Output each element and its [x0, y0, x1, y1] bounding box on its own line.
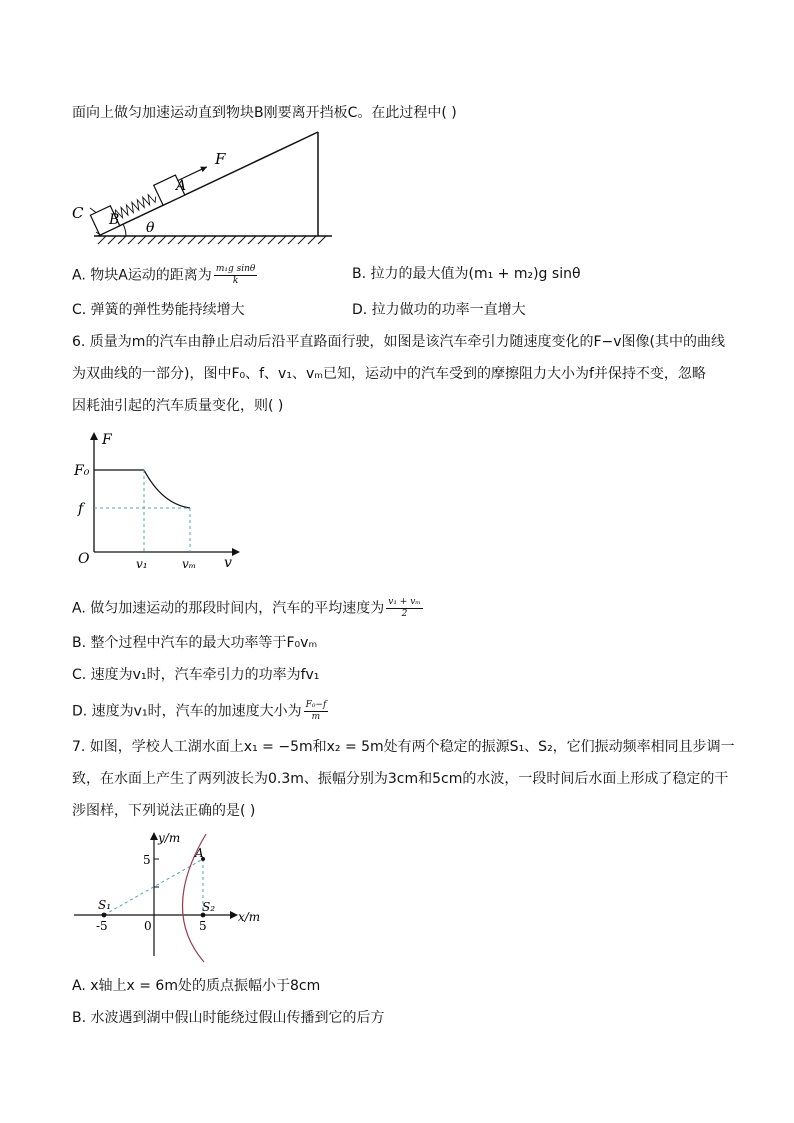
label-vm: vₘ [182, 557, 197, 571]
q6-option-a[interactable] [72, 597, 425, 620]
q5-option-b[interactable]: B. 拉力的最大值为(m₁ + m₂)g sinθ [352, 266, 581, 282]
label-O: O [78, 551, 90, 567]
label-S1: S₁ [98, 898, 112, 912]
label-x-0: 0 [144, 919, 152, 933]
q5-option-a-text: A. 物块A运动的距离为 [72, 267, 212, 284]
label-A: A [176, 178, 187, 194]
q5-option-a-den: k [232, 276, 239, 286]
label-F: F [215, 150, 226, 168]
label-y-5: 5 [143, 853, 151, 867]
q6-option-d-text: D. 速度为v₁时，汽车的加速度大小为 [72, 703, 302, 720]
label-v: v [224, 555, 232, 571]
q5-incline-figure [66, 128, 336, 248]
label-theta: θ [146, 220, 155, 236]
q6-stem-line1: 6. 质量为m的汽车由静止启动后沿平直路面行驶，如图是该汽车牵引力随速度变化的F−v图像(其中的曲线 [72, 334, 725, 350]
q5-option-a-fraction [214, 264, 257, 287]
label-y-axis: y/m [158, 831, 181, 845]
q7-stem-line1: 7. 如图，学校人工湖水面上x₁ = −5m和x₂ = 5m处有两个稳定的振源S₁、S₂，它们振动频率相同且步调一 [72, 739, 735, 755]
q6-stem-line2: 为双曲线的一部分)，图中F₀、f、v₁、vₘ已知，运动中的汽车受到的摩擦阻力大小为f并保持不变，忽略 [72, 366, 706, 382]
q5-option-c[interactable]: C. 弹簧的弹性势能持续增大 [72, 302, 245, 318]
label-x-neg5: -5 [96, 919, 108, 933]
q6-option-d-num: F₀−f [305, 700, 327, 710]
q7-stem-line2: 致，在水面上产生了两列波长为0.3m、振幅分别为3cm和5cm的水波，一段时间后水面上形成了稳定的干 [72, 771, 729, 787]
q6-option-a-text: A. 做匀加速运动的那段时间内，汽车的平均速度为 [72, 600, 385, 617]
q6-option-d-den: m [311, 712, 321, 722]
label-point-A: A [195, 846, 204, 860]
label-C: C [72, 204, 84, 222]
label-B: B [109, 212, 120, 228]
label-F0: F₀ [74, 463, 90, 479]
q6-option-a-fraction [386, 597, 423, 620]
q6-option-c[interactable]: C. 速度为v₁时，汽车牵引力的功率为fv₁ [72, 667, 320, 683]
q7-option-a[interactable]: A. x轴上x = 6m处的质点振幅小于8cm [72, 978, 321, 994]
label-x-axis: x/m [238, 910, 261, 924]
q6-option-b[interactable]: B. 整个过程中汽车的最大功率等于F₀vₘ [72, 635, 318, 651]
label-f: f [78, 501, 84, 517]
q5-option-d[interactable]: D. 拉力做功的功率一直增大 [352, 302, 526, 318]
q6-option-a-num: v₁ + vₘ [388, 597, 421, 607]
q5-option-a[interactable] [72, 264, 259, 287]
q6-force-velocity-graph [72, 428, 252, 576]
q6-option-d-fraction [304, 700, 329, 723]
label-x-5: 5 [199, 919, 207, 933]
q7-interference-figure [70, 826, 270, 966]
q6-stem-line3: 因耗油引起的汽车质量变化，则( ) [72, 398, 284, 414]
label-v1: v₁ [136, 557, 148, 571]
q6-option-d[interactable] [72, 700, 330, 723]
q6-option-a-den: 2 [401, 609, 408, 619]
q7-option-b[interactable]: B. 水波遇到湖中假山时能绕过假山传播到它的后方 [72, 1010, 385, 1026]
q5-stem-tail: 面向上做匀加速运动直到物块B刚要离开挡板C。在此过程中( ) [72, 105, 457, 121]
q7-stem-line3: 涉图样，下列说法正确的是( ) [72, 803, 256, 819]
label-S2: S₂ [202, 900, 216, 914]
q5-option-a-num: m₁g sinθ [215, 264, 256, 274]
label-F-axis: F [102, 432, 112, 448]
